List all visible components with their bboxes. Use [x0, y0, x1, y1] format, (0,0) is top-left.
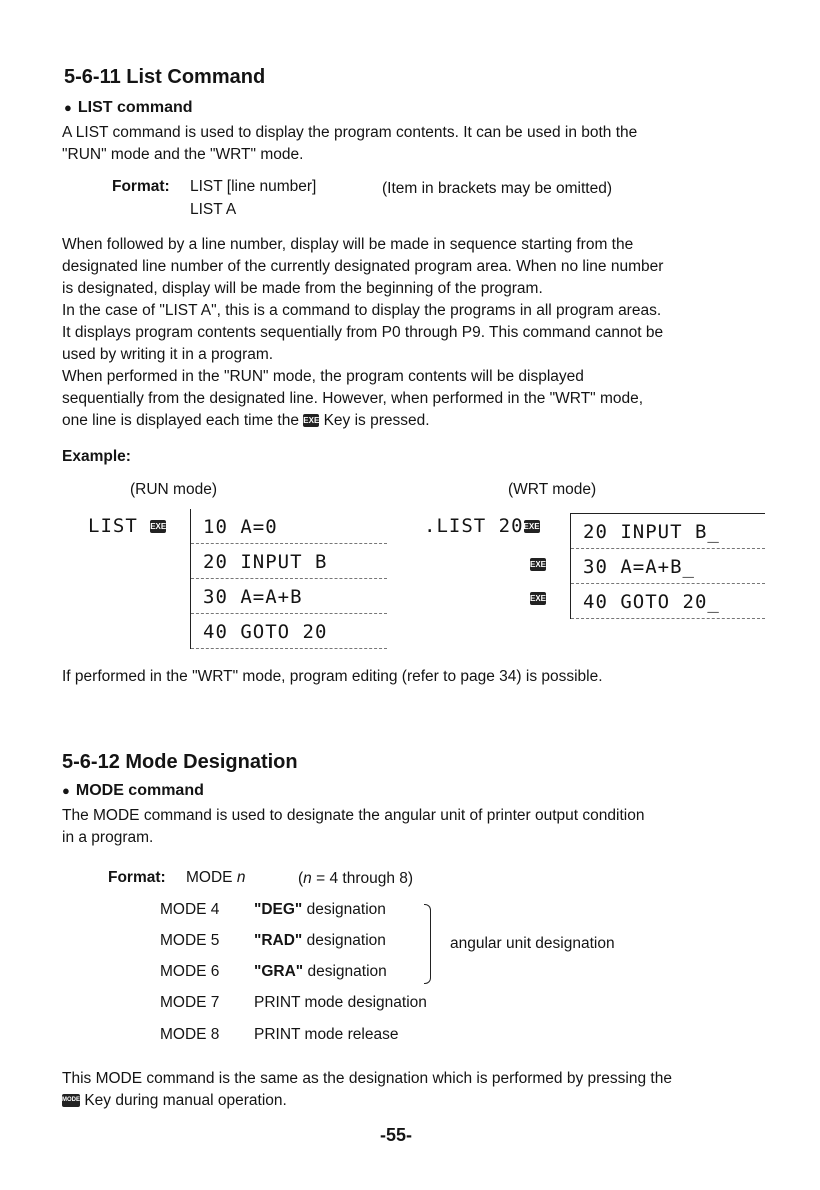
- mode-item-cmd: MODE 7: [160, 994, 220, 1011]
- body-line: [62, 410, 774, 432]
- exe-key-icon: EXE: [530, 560, 547, 570]
- body-line: In the case of "LIST A", this is a command to display the programs in all program areas.: [62, 302, 662, 319]
- body-text: Key is pressed.: [323, 412, 430, 429]
- mode-item-cmd: MODE 4: [160, 901, 220, 918]
- section-heading-mode: 5-6-12 Mode Designation: [62, 751, 298, 773]
- mode-unit: "RAD": [254, 932, 303, 949]
- brace-icon: [424, 904, 431, 984]
- intro-line: "RUN" mode and the "WRT" mode.: [62, 146, 304, 163]
- mode-format-syntax: [186, 869, 245, 887]
- run-mode-label: (RUN mode): [130, 481, 217, 498]
- body-text: one line is displayed each time the: [62, 412, 299, 429]
- closing-text: Key during manual operation.: [84, 1092, 287, 1109]
- example-label: Example:: [62, 448, 131, 465]
- subheading-mode-command: [62, 782, 204, 800]
- display-line: 20 INPUT B: [191, 544, 387, 579]
- exe-key-icon: EXE: [530, 594, 547, 604]
- range-var: n: [303, 870, 312, 887]
- bullet-icon: ●: [64, 100, 72, 115]
- body-line: used by writing it in a program.: [62, 346, 274, 363]
- closing-line: [62, 1090, 774, 1112]
- mode-item-cmd: MODE 5: [160, 932, 220, 949]
- display-line: 10 A=0: [191, 509, 387, 544]
- mode-key-icon: MODE: [62, 1094, 80, 1107]
- bullet-icon: ●: [62, 783, 70, 798]
- exe-key-repeat: [530, 556, 546, 574]
- display-line: 40 GOTO 20: [191, 614, 387, 649]
- wrt-command-text: .LIST 20: [424, 515, 524, 537]
- wrt-mode-label: (WRT mode): [508, 481, 597, 498]
- display-line: 30 A=A+B_: [571, 549, 765, 584]
- mode-item-desc: [254, 932, 386, 950]
- intro-line: The MODE command is used to designate the angular unit of printer output condition: [62, 807, 645, 824]
- mode-unit: "DEG": [254, 901, 303, 918]
- format-note: (Item in brackets may be omitted): [382, 180, 612, 197]
- mode-desc: designation: [307, 963, 387, 980]
- exe-key-icon: EXE: [303, 416, 320, 426]
- format-syntax-alt: LIST A: [190, 201, 237, 218]
- mode-desc: designation: [306, 932, 386, 949]
- intro-line: in a program.: [62, 829, 154, 846]
- run-command-text: LIST: [88, 515, 138, 537]
- body-line: When followed by a line number, display will be made in sequence starting from the: [62, 236, 634, 253]
- section-heading-list: 5-6-11 List Command: [64, 66, 266, 88]
- mode-desc: designation: [306, 901, 386, 918]
- mode-closing: [62, 1068, 774, 1112]
- list-intro: [62, 122, 774, 166]
- wrt-command: [424, 515, 540, 537]
- page-number: -55-: [380, 1125, 413, 1145]
- body-line: It displays program contents sequentially from P0 through P9. This command cannot be: [62, 324, 664, 341]
- run-command: [88, 515, 166, 537]
- mode-intro: [62, 805, 774, 849]
- format-syntax: LIST [line number]: [190, 178, 317, 195]
- exe-key-repeat: [530, 590, 546, 608]
- exe-key-icon: EXE: [523, 522, 540, 531]
- mode-item-desc: PRINT mode designation: [254, 994, 427, 1011]
- mode-format-range: (n = 4 through 8): [298, 870, 414, 887]
- mode-item-desc: PRINT mode release: [254, 1026, 399, 1043]
- mode-item-cmd: MODE 6: [160, 963, 220, 980]
- intro-line: A LIST command is used to display the program contents. It can be used in both the: [62, 124, 638, 141]
- mode-unit: "GRA": [254, 963, 304, 980]
- mode-item-cmd: MODE 8: [160, 1026, 220, 1043]
- subheading-text: MODE command: [75, 782, 204, 799]
- format-label: Format:: [112, 178, 170, 195]
- wrt-mode-display: [570, 513, 765, 619]
- closing-line: This MODE command is the same as the designation which is performed by pressing the: [62, 1070, 672, 1087]
- format-cmd: MODE: [186, 869, 233, 886]
- body-line: When performed in the "RUN" mode, the program contents will be displayed: [62, 368, 584, 385]
- display-line: 40 GOTO 20_: [571, 584, 765, 619]
- body-line: sequentially from the designated line. However, when performed in the "WRT" mode,: [62, 390, 644, 407]
- mode-format-label: Format:: [108, 869, 166, 886]
- list-body: [62, 234, 774, 432]
- subheading-text: LIST command: [77, 99, 193, 116]
- subheading-list-command: [64, 99, 193, 117]
- body-line: designated line number of the currently designated program area. When no line number: [62, 258, 664, 275]
- wrt-editing-note: If performed in the "WRT" mode, program editing (refer to page 34) is possible.: [62, 668, 603, 685]
- brace-label: angular unit designation: [450, 935, 615, 952]
- exe-key-icon: EXE: [150, 522, 167, 531]
- mode-item-desc: [254, 901, 386, 919]
- display-line: 20 INPUT B_: [571, 514, 765, 549]
- run-mode-display: [190, 509, 387, 649]
- display-line: 30 A=A+B: [191, 579, 387, 614]
- range-text: = 4 through 8): [316, 870, 414, 887]
- body-line: is designated, display will be made from the beginning of the program.: [62, 280, 543, 297]
- format-var: n: [236, 869, 246, 886]
- mode-item-desc: [254, 963, 387, 981]
